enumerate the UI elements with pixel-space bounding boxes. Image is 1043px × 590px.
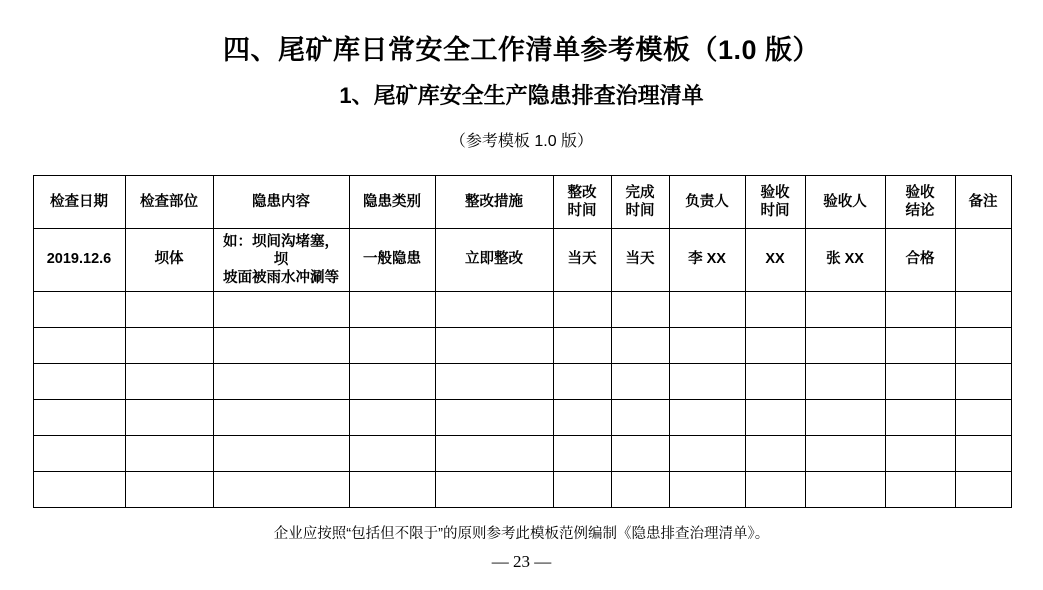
cell-check-part[interactable] bbox=[125, 292, 213, 328]
cell-owner[interactable] bbox=[669, 364, 745, 400]
cell-hazard-content[interactable] bbox=[213, 229, 349, 292]
cell-accept-result[interactable]: 合格 bbox=[885, 229, 955, 292]
cell-accept-time[interactable] bbox=[745, 400, 805, 436]
cell-measure[interactable] bbox=[435, 400, 553, 436]
column-header-hazard-content bbox=[213, 176, 349, 229]
column-header-accept-time bbox=[745, 176, 805, 229]
cell-owner[interactable]: 李 XX bbox=[669, 229, 745, 292]
cell-hazard-content[interactable] bbox=[213, 436, 349, 472]
cell-accept-result[interactable] bbox=[885, 364, 955, 400]
cell-accept-result[interactable] bbox=[885, 436, 955, 472]
table-header-row bbox=[33, 176, 1011, 229]
cell-measure[interactable] bbox=[435, 292, 553, 328]
column-header-line1: 验收 bbox=[905, 184, 935, 201]
cell-accept-time[interactable] bbox=[745, 364, 805, 400]
page-subtitle: 1、尾矿库安全生产隐患排查治理清单 bbox=[339, 83, 704, 108]
column-header-acceptor bbox=[805, 176, 885, 229]
cell-hazard-content[interactable] bbox=[213, 364, 349, 400]
cell-acceptor[interactable] bbox=[805, 400, 885, 436]
cell-check-part[interactable] bbox=[125, 400, 213, 436]
column-header-line2: 时间 bbox=[567, 203, 597, 219]
column-header-owner bbox=[669, 176, 745, 229]
column-header-accept-result bbox=[885, 176, 955, 229]
cell-check-date[interactable] bbox=[33, 436, 125, 472]
cell-measure[interactable] bbox=[435, 436, 553, 472]
cell-finish-time[interactable] bbox=[611, 472, 669, 508]
table-row[interactable] bbox=[33, 328, 1011, 364]
cell-remark[interactable] bbox=[955, 229, 1011, 292]
table-row[interactable] bbox=[33, 292, 1011, 328]
cell-check-date[interactable] bbox=[33, 292, 125, 328]
cell-owner[interactable] bbox=[669, 472, 745, 508]
cell-check-part[interactable] bbox=[125, 436, 213, 472]
cell-fix-time[interactable]: 当天 bbox=[553, 229, 611, 292]
page-title: 四、尾矿库日常安全工作清单参考模板（1.0 版） bbox=[222, 35, 821, 65]
cell-fix-time[interactable] bbox=[553, 364, 611, 400]
cell-accept-result[interactable] bbox=[885, 400, 955, 436]
cell-remark[interactable] bbox=[955, 436, 1011, 472]
column-header-hazard-type bbox=[349, 176, 435, 229]
column-header-line1: 验收 bbox=[760, 184, 790, 201]
cell-hazard-content[interactable] bbox=[213, 328, 349, 364]
cell-accept-time[interactable] bbox=[745, 328, 805, 364]
cell-measure[interactable] bbox=[435, 472, 553, 508]
cell-hazard-type[interactable] bbox=[349, 472, 435, 508]
cell-owner[interactable] bbox=[669, 328, 745, 364]
column-header-line1: 完成 bbox=[625, 184, 655, 201]
column-header-check-part bbox=[125, 176, 213, 229]
cell-acceptor[interactable] bbox=[805, 328, 885, 364]
table-row[interactable] bbox=[33, 436, 1011, 472]
cell-hazard-content-line2: 坡面被雨水冲涮等 bbox=[223, 270, 339, 287]
page-number: — 23 — bbox=[491, 552, 552, 571]
cell-check-date[interactable] bbox=[33, 364, 125, 400]
cell-accept-time[interactable] bbox=[745, 472, 805, 508]
cell-measure[interactable]: 立即整改 bbox=[435, 229, 553, 292]
cell-owner[interactable] bbox=[669, 400, 745, 436]
cell-finish-time[interactable] bbox=[611, 328, 669, 364]
table-header bbox=[33, 176, 1011, 229]
column-header-measure bbox=[435, 176, 553, 229]
page-title-note: （参考模板 1.0 版） bbox=[449, 133, 594, 150]
cell-acceptor[interactable]: 张 XX bbox=[805, 229, 885, 292]
cell-hazard-content[interactable] bbox=[213, 292, 349, 328]
column-header-check-date bbox=[33, 176, 125, 229]
column-header-remark bbox=[955, 176, 1011, 229]
cell-hazard-content[interactable] bbox=[213, 472, 349, 508]
cell-accept-time[interactable]: XX bbox=[745, 229, 805, 292]
column-header-line1: 检查部位 bbox=[140, 193, 198, 210]
table-row[interactable] bbox=[33, 472, 1011, 508]
cell-hazard-content[interactable] bbox=[213, 400, 349, 436]
cell-measure[interactable] bbox=[435, 328, 553, 364]
table-row[interactable] bbox=[33, 400, 1011, 436]
cell-measure[interactable] bbox=[435, 364, 553, 400]
cell-acceptor[interactable] bbox=[805, 436, 885, 472]
cell-remark[interactable] bbox=[955, 472, 1011, 508]
cell-accept-time[interactable] bbox=[745, 436, 805, 472]
cell-hazard-type[interactable] bbox=[349, 400, 435, 436]
cell-check-part[interactable] bbox=[125, 364, 213, 400]
cell-finish-time[interactable]: 当天 bbox=[611, 229, 669, 292]
cell-finish-time[interactable] bbox=[611, 364, 669, 400]
cell-acceptor[interactable] bbox=[805, 292, 885, 328]
column-header-line1: 隐患内容 bbox=[252, 193, 310, 210]
cell-acceptor[interactable] bbox=[805, 472, 885, 508]
cell-check-part[interactable] bbox=[125, 328, 213, 364]
cell-remark[interactable] bbox=[955, 328, 1011, 364]
cell-check-date[interactable]: 2019.12.6 bbox=[33, 229, 125, 292]
cell-acceptor[interactable] bbox=[805, 364, 885, 400]
cell-accept-result[interactable] bbox=[885, 472, 955, 508]
cell-check-part[interactable] bbox=[125, 472, 213, 508]
cell-fix-time[interactable] bbox=[553, 328, 611, 364]
cell-accept-result[interactable] bbox=[885, 292, 955, 328]
checklist-table-wrapper bbox=[33, 175, 1011, 543]
column-header-line1: 验收人 bbox=[823, 193, 867, 210]
table-row[interactable] bbox=[33, 229, 1011, 292]
cell-hazard-type[interactable] bbox=[349, 328, 435, 364]
cell-remark[interactable] bbox=[955, 292, 1011, 328]
cell-remark[interactable] bbox=[955, 400, 1011, 436]
column-header-line2: 时间 bbox=[760, 203, 790, 219]
cell-hazard-type[interactable]: 一般隐患 bbox=[349, 229, 435, 292]
column-header-finish-time bbox=[611, 176, 669, 229]
cell-finish-time[interactable] bbox=[611, 292, 669, 328]
column-header-line1: 整改 bbox=[567, 184, 597, 201]
cell-fix-time[interactable] bbox=[553, 436, 611, 472]
cell-remark[interactable] bbox=[955, 364, 1011, 400]
cell-check-part[interactable]: 坝体 bbox=[125, 229, 213, 292]
cell-fix-time[interactable] bbox=[553, 400, 611, 436]
column-header-line2: 时间 bbox=[625, 203, 655, 219]
cell-hazard-type[interactable] bbox=[349, 364, 435, 400]
cell-accept-result[interactable] bbox=[885, 328, 955, 364]
cell-hazard-content-line1: 如：坝间沟堵塞，坝 bbox=[223, 233, 339, 268]
cell-hazard-type[interactable] bbox=[349, 436, 435, 472]
cell-finish-time[interactable] bbox=[611, 436, 669, 472]
cell-check-date[interactable] bbox=[33, 400, 125, 436]
table-footnote: 企业应按照“包括但不限于”的原则参考此模板范例编制《隐患排查治理清单》。 bbox=[273, 526, 770, 542]
cell-fix-time[interactable] bbox=[553, 292, 611, 328]
cell-hazard-type[interactable] bbox=[349, 292, 435, 328]
cell-owner[interactable] bbox=[669, 292, 745, 328]
cell-finish-time[interactable] bbox=[611, 400, 669, 436]
column-header-line2: 结论 bbox=[905, 203, 935, 219]
cell-fix-time[interactable] bbox=[553, 472, 611, 508]
cell-check-date[interactable] bbox=[33, 328, 125, 364]
cell-accept-time[interactable] bbox=[745, 292, 805, 328]
document-page bbox=[0, 28, 1043, 590]
column-header-line1: 备注 bbox=[968, 193, 998, 210]
column-header-fix-time bbox=[553, 176, 611, 229]
column-header-line1: 负责人 bbox=[685, 193, 729, 210]
column-header-line1: 整改措施 bbox=[465, 193, 523, 210]
table-row[interactable] bbox=[33, 364, 1011, 400]
column-header-line1: 检查日期 bbox=[50, 193, 108, 210]
checklist-table bbox=[33, 175, 1012, 508]
column-header-line1: 隐患类别 bbox=[363, 193, 421, 210]
table-body bbox=[33, 229, 1011, 508]
cell-check-date[interactable] bbox=[33, 472, 125, 508]
cell-owner[interactable] bbox=[669, 436, 745, 472]
